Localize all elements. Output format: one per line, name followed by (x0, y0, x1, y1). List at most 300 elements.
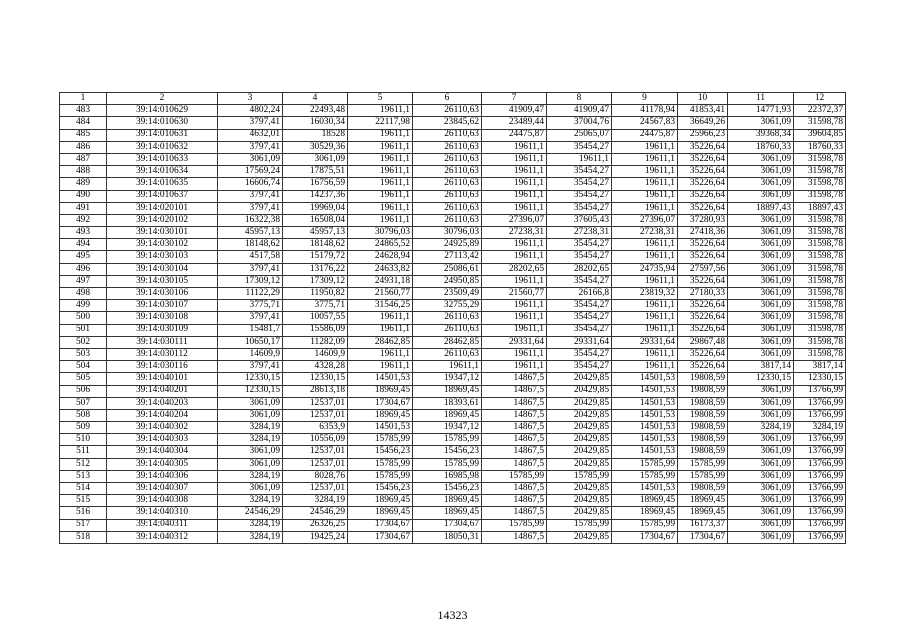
value-cell: 20429,85 (547, 495, 612, 507)
row-number-cell: 496 (60, 263, 107, 275)
table-row (60, 324, 846, 336)
value-cell: 26110,63 (413, 214, 482, 226)
value-cell: 22117,98 (348, 117, 413, 129)
value-cell: 19611,1 (348, 361, 413, 373)
value-cell: 18393,61 (413, 397, 482, 409)
value-cell: 26110,63 (413, 105, 482, 117)
value-cell: 19611,1 (612, 239, 678, 251)
value-cell: 31598,78 (794, 117, 846, 129)
value-cell: 17304,67 (413, 519, 482, 531)
row-number-cell: 500 (60, 312, 107, 324)
row-number-cell: 492 (60, 214, 107, 226)
cadastral-number-cell: 39:14:030103 (107, 251, 218, 263)
value-cell: 14867,5 (482, 397, 547, 409)
value-cell: 19611,1 (482, 275, 547, 287)
page-number: 14323 (437, 608, 468, 622)
column-header: 4 (283, 93, 348, 105)
value-cell: 19611,1 (612, 166, 678, 178)
value-cell: 19611,1 (612, 202, 678, 214)
value-cell: 24475,87 (482, 129, 547, 141)
value-cell: 31598,78 (794, 153, 846, 165)
value-cell: 22372,37 (794, 105, 846, 117)
cadastral-number-cell: 39:14:010629 (107, 105, 218, 117)
value-cell: 17875,51 (283, 166, 348, 178)
value-cell: 19611,1 (482, 312, 547, 324)
value-cell: 15586,09 (283, 324, 348, 336)
value-cell: 31598,78 (794, 166, 846, 178)
value-cell: 13766,99 (794, 519, 846, 531)
value-cell: 19808,59 (678, 397, 728, 409)
value-cell: 26110,63 (413, 348, 482, 360)
value-cell: 35226,64 (678, 178, 728, 190)
value-cell: 13766,99 (794, 483, 846, 495)
value-cell: 35226,64 (678, 312, 728, 324)
column-header: 2 (107, 93, 218, 105)
row-number-cell: 497 (60, 275, 107, 287)
value-cell: 30796,03 (348, 227, 413, 239)
cadastral-number-cell: 39:14:010631 (107, 129, 218, 141)
value-cell: 18969,45 (612, 495, 678, 507)
value-cell: 26110,63 (413, 178, 482, 190)
cadastral-number-cell: 39:14:040203 (107, 397, 218, 409)
value-cell: 18969,45 (413, 507, 482, 519)
value-cell: 18969,45 (413, 409, 482, 421)
value-cell: 26326,25 (283, 519, 348, 531)
value-cell: 3061,09 (218, 397, 283, 409)
row-number-cell: 483 (60, 105, 107, 117)
value-cell: 3061,09 (728, 263, 794, 275)
value-cell: 14501,53 (348, 422, 413, 434)
value-cell: 15785,99 (612, 458, 678, 470)
value-cell: 3061,09 (728, 190, 794, 202)
value-cell: 35226,64 (678, 166, 728, 178)
value-cell: 35454,27 (547, 324, 612, 336)
value-cell: 22493,48 (283, 105, 348, 117)
value-cell: 35454,27 (547, 190, 612, 202)
value-cell: 14501,53 (612, 373, 678, 385)
value-cell: 19611,1 (482, 251, 547, 263)
table-row (60, 288, 846, 300)
value-cell: 13766,99 (794, 531, 846, 543)
value-cell: 19808,59 (678, 385, 728, 397)
table-row (60, 434, 846, 446)
value-cell: 19611,1 (547, 153, 612, 165)
value-cell: 13766,99 (794, 446, 846, 458)
value-cell: 18969,45 (612, 507, 678, 519)
value-cell: 35454,27 (547, 361, 612, 373)
value-cell: 35226,64 (678, 275, 728, 287)
value-cell: 35454,27 (547, 275, 612, 287)
row-number-cell: 499 (60, 300, 107, 312)
row-number-cell: 490 (60, 190, 107, 202)
value-cell: 3061,09 (283, 153, 348, 165)
cadastral-number-cell: 39:14:030108 (107, 312, 218, 324)
value-cell: 31598,78 (794, 336, 846, 348)
value-cell: 19611,1 (348, 105, 413, 117)
value-cell: 18897,43 (728, 202, 794, 214)
value-cell: 14501,53 (612, 409, 678, 421)
value-cell: 19611,1 (612, 190, 678, 202)
row-number-cell: 484 (60, 117, 107, 129)
value-cell: 20429,85 (547, 397, 612, 409)
value-cell: 3061,09 (728, 227, 794, 239)
row-number-cell: 518 (60, 531, 107, 543)
value-cell: 27238,31 (612, 227, 678, 239)
table-row (60, 141, 846, 153)
cadastral-number-cell: 39:14:040302 (107, 422, 218, 434)
value-cell: 14867,5 (482, 495, 547, 507)
value-cell: 19611,1 (348, 141, 413, 153)
table-row (60, 251, 846, 263)
table-row (60, 105, 846, 117)
value-cell: 3797,41 (218, 312, 283, 324)
row-number-cell: 502 (60, 336, 107, 348)
value-cell: 27396,07 (612, 214, 678, 226)
value-cell: 26110,63 (413, 166, 482, 178)
value-cell: 15785,99 (612, 519, 678, 531)
value-cell: 11950,82 (283, 288, 348, 300)
value-cell: 24633,82 (348, 263, 413, 275)
column-header: 6 (413, 93, 482, 105)
value-cell: 18969,45 (413, 385, 482, 397)
value-cell: 35454,27 (547, 312, 612, 324)
value-cell: 19808,59 (678, 422, 728, 434)
cadastral-number-cell: 39:14:010634 (107, 166, 218, 178)
value-cell: 19611,1 (612, 361, 678, 373)
value-cell: 3061,09 (728, 434, 794, 446)
cadastral-number-cell: 39:14:020102 (107, 214, 218, 226)
value-cell: 30796,03 (413, 227, 482, 239)
value-cell: 14867,5 (482, 422, 547, 434)
value-cell: 3061,09 (728, 166, 794, 178)
table-row (60, 519, 846, 531)
value-cell: 3284,19 (283, 495, 348, 507)
value-cell: 18969,45 (413, 495, 482, 507)
value-cell: 17569,24 (218, 166, 283, 178)
value-cell: 3061,09 (728, 178, 794, 190)
value-cell: 19611,1 (482, 166, 547, 178)
value-cell: 12537,01 (283, 397, 348, 409)
value-cell: 18760,33 (728, 141, 794, 153)
value-cell: 12537,01 (283, 483, 348, 495)
value-cell: 19808,59 (678, 373, 728, 385)
table-row (60, 312, 846, 324)
cadastral-number-cell: 39:14:040311 (107, 519, 218, 531)
value-cell: 3061,09 (218, 446, 283, 458)
table-row (60, 495, 846, 507)
cadastral-number-cell: 39:14:040303 (107, 434, 218, 446)
value-cell: 31546,25 (348, 300, 413, 312)
value-cell: 19808,59 (678, 483, 728, 495)
value-cell: 20429,85 (547, 385, 612, 397)
value-cell: 3061,09 (728, 117, 794, 129)
table-row (60, 214, 846, 226)
value-cell: 31598,78 (794, 178, 846, 190)
table-row (60, 117, 846, 129)
value-cell: 3061,09 (218, 458, 283, 470)
value-cell: 3061,09 (728, 531, 794, 543)
row-number-cell: 506 (60, 385, 107, 397)
value-cell: 12330,15 (728, 373, 794, 385)
value-cell: 14867,5 (482, 434, 547, 446)
value-cell: 3817,14 (728, 361, 794, 373)
value-cell: 16756,59 (283, 178, 348, 190)
value-cell: 3061,09 (728, 495, 794, 507)
value-cell: 39604,85 (794, 129, 846, 141)
table-row (60, 239, 846, 251)
value-cell: 17309,12 (218, 275, 283, 287)
value-cell: 21560,77 (482, 288, 547, 300)
value-cell: 24865,52 (348, 239, 413, 251)
cadastral-number-cell: 39:14:030101 (107, 227, 218, 239)
value-cell: 16173,37 (678, 519, 728, 531)
row-number-cell: 503 (60, 348, 107, 360)
value-cell: 3061,09 (728, 483, 794, 495)
value-cell: 11282,09 (283, 336, 348, 348)
cadastral-number-cell: 39:14:030112 (107, 348, 218, 360)
value-cell: 17304,67 (348, 531, 413, 543)
value-cell: 3284,19 (218, 531, 283, 543)
row-number-cell: 509 (60, 422, 107, 434)
value-cell: 35226,64 (678, 348, 728, 360)
table-row (60, 227, 846, 239)
table-body (60, 105, 846, 544)
value-cell: 3284,19 (728, 422, 794, 434)
value-cell: 14867,5 (482, 409, 547, 421)
row-number-cell: 511 (60, 446, 107, 458)
value-cell: 15785,99 (482, 470, 547, 482)
value-cell: 15456,23 (413, 483, 482, 495)
value-cell: 19611,1 (348, 202, 413, 214)
value-cell: 13766,99 (794, 434, 846, 446)
cadastral-number-cell: 39:14:030105 (107, 275, 218, 287)
value-cell: 35454,27 (547, 251, 612, 263)
value-cell: 3797,41 (218, 190, 283, 202)
cadastral-number-cell: 39:14:010632 (107, 141, 218, 153)
value-cell: 20429,85 (547, 373, 612, 385)
table-row (60, 153, 846, 165)
value-cell: 13766,99 (794, 397, 846, 409)
value-cell: 28202,65 (482, 263, 547, 275)
value-cell: 3284,19 (218, 422, 283, 434)
value-cell: 18969,45 (348, 495, 413, 507)
table-row (60, 202, 846, 214)
value-cell: 35226,64 (678, 300, 728, 312)
value-cell: 24950,85 (413, 275, 482, 287)
value-cell: 23819,32 (612, 288, 678, 300)
table-row (60, 385, 846, 397)
value-cell: 14501,53 (612, 434, 678, 446)
value-cell: 13176,22 (283, 263, 348, 275)
row-number-cell: 487 (60, 153, 107, 165)
value-cell: 19611,1 (612, 275, 678, 287)
value-cell: 3061,09 (728, 275, 794, 287)
value-cell: 19611,1 (348, 348, 413, 360)
value-cell: 27396,07 (482, 214, 547, 226)
value-cell: 15456,23 (348, 446, 413, 458)
value-cell: 20429,85 (547, 434, 612, 446)
value-cell: 3061,09 (728, 397, 794, 409)
value-cell: 37605,43 (547, 214, 612, 226)
value-cell: 12330,15 (283, 373, 348, 385)
value-cell: 3284,19 (218, 434, 283, 446)
value-cell: 10057,55 (283, 312, 348, 324)
value-cell: 27597,56 (678, 263, 728, 275)
value-cell: 17304,67 (348, 397, 413, 409)
cadastral-number-cell: 39:14:030104 (107, 263, 218, 275)
value-cell: 15785,99 (348, 470, 413, 482)
row-number-cell: 504 (60, 361, 107, 373)
row-number-cell: 493 (60, 227, 107, 239)
value-cell: 15785,99 (413, 434, 482, 446)
value-cell: 19611,1 (348, 214, 413, 226)
value-cell: 19611,1 (612, 300, 678, 312)
value-cell: 23845,62 (413, 117, 482, 129)
value-cell: 19611,1 (612, 153, 678, 165)
value-cell: 3061,09 (728, 324, 794, 336)
value-cell: 25065,07 (547, 129, 612, 141)
value-cell: 18969,45 (678, 495, 728, 507)
cadastral-number-cell: 39:14:010637 (107, 190, 218, 202)
value-cell: 3284,19 (218, 519, 283, 531)
value-cell: 31598,78 (794, 288, 846, 300)
value-cell: 45957,13 (218, 227, 283, 239)
value-cell: 3061,09 (728, 153, 794, 165)
table-row (60, 300, 846, 312)
table-row (60, 129, 846, 141)
value-cell: 19808,59 (678, 434, 728, 446)
value-cell: 14237,36 (283, 190, 348, 202)
table-row (60, 361, 846, 373)
row-number-cell: 486 (60, 141, 107, 153)
value-cell: 39368,34 (728, 129, 794, 141)
table-row (60, 446, 846, 458)
value-cell: 26110,63 (413, 153, 482, 165)
value-cell: 13766,99 (794, 385, 846, 397)
value-cell: 20429,85 (547, 446, 612, 458)
value-cell: 35454,27 (547, 300, 612, 312)
cadastral-number-cell: 39:14:030111 (107, 336, 218, 348)
value-cell: 15179,72 (283, 251, 348, 263)
value-cell: 18050,31 (413, 531, 482, 543)
value-cell: 23489,44 (482, 117, 547, 129)
value-cell: 26166,8 (547, 288, 612, 300)
row-number-cell: 510 (60, 434, 107, 446)
cadastral-number-cell: 39:14:020101 (107, 202, 218, 214)
value-cell: 16030,34 (283, 117, 348, 129)
value-cell: 14867,5 (482, 385, 547, 397)
value-cell: 19611,1 (482, 300, 547, 312)
value-cell: 4632,01 (218, 129, 283, 141)
value-cell: 31598,78 (794, 300, 846, 312)
value-cell: 19611,1 (612, 141, 678, 153)
value-cell: 35226,64 (678, 361, 728, 373)
value-cell: 19611,1 (482, 202, 547, 214)
value-cell: 14609,9 (283, 348, 348, 360)
value-cell: 19611,1 (348, 153, 413, 165)
value-cell: 35454,27 (547, 239, 612, 251)
table-row (60, 507, 846, 519)
value-cell: 13766,99 (794, 409, 846, 421)
value-cell: 14501,53 (612, 483, 678, 495)
value-cell: 19611,1 (612, 178, 678, 190)
table-row (60, 178, 846, 190)
value-cell: 3061,09 (218, 483, 283, 495)
value-cell: 16322,38 (218, 214, 283, 226)
table-row (60, 422, 846, 434)
value-cell: 14867,5 (482, 507, 547, 519)
table-row (60, 263, 846, 275)
value-cell: 19611,1 (612, 312, 678, 324)
value-cell: 14501,53 (612, 385, 678, 397)
value-cell: 3061,09 (218, 153, 283, 165)
row-number-cell: 498 (60, 288, 107, 300)
value-cell: 3775,71 (283, 300, 348, 312)
cadastral-number-cell: 39:14:030106 (107, 288, 218, 300)
table-row (60, 470, 846, 482)
value-cell: 45957,13 (283, 227, 348, 239)
value-cell: 19611,1 (413, 361, 482, 373)
table-row (60, 409, 846, 421)
value-cell: 35226,64 (678, 153, 728, 165)
row-number-cell: 508 (60, 409, 107, 421)
table-row (60, 166, 846, 178)
value-cell: 29331,64 (482, 336, 547, 348)
table-row (60, 397, 846, 409)
value-cell: 14867,5 (482, 446, 547, 458)
value-cell: 24628,94 (348, 251, 413, 263)
value-cell: 25966,23 (678, 129, 728, 141)
cadastral-number-cell: 39:14:010633 (107, 153, 218, 165)
value-cell: 26110,63 (413, 190, 482, 202)
value-cell: 15785,99 (547, 519, 612, 531)
value-cell: 3061,09 (728, 409, 794, 421)
value-cell: 41909,47 (482, 105, 547, 117)
value-cell: 13766,99 (794, 470, 846, 482)
value-cell: 3061,09 (218, 409, 283, 421)
value-cell: 18969,45 (348, 409, 413, 421)
value-cell: 15456,23 (413, 446, 482, 458)
value-cell: 3061,09 (728, 519, 794, 531)
table-row (60, 348, 846, 360)
value-cell: 18897,43 (794, 202, 846, 214)
value-cell: 19611,1 (482, 190, 547, 202)
value-cell: 19611,1 (612, 348, 678, 360)
value-cell: 27113,42 (413, 251, 482, 263)
cadastral-number-cell: 39:14:040204 (107, 409, 218, 421)
value-cell: 19611,1 (482, 141, 547, 153)
value-cell: 3061,09 (728, 470, 794, 482)
value-cell: 14501,53 (612, 446, 678, 458)
value-cell: 35454,27 (547, 141, 612, 153)
value-cell: 26110,63 (413, 324, 482, 336)
value-cell: 3775,71 (218, 300, 283, 312)
value-cell: 24931,18 (348, 275, 413, 287)
value-cell: 10650,17 (218, 336, 283, 348)
row-number-cell: 494 (60, 239, 107, 251)
value-cell: 35454,27 (547, 178, 612, 190)
value-cell: 35226,64 (678, 251, 728, 263)
value-cell: 4517,58 (218, 251, 283, 263)
value-cell: 41853,41 (678, 105, 728, 117)
row-number-cell: 513 (60, 470, 107, 482)
value-cell: 20429,85 (547, 507, 612, 519)
value-cell: 3284,19 (218, 495, 283, 507)
row-number-cell: 515 (60, 495, 107, 507)
value-cell: 19611,1 (482, 361, 547, 373)
column-header: 10 (678, 93, 728, 105)
value-cell: 12330,15 (218, 385, 283, 397)
